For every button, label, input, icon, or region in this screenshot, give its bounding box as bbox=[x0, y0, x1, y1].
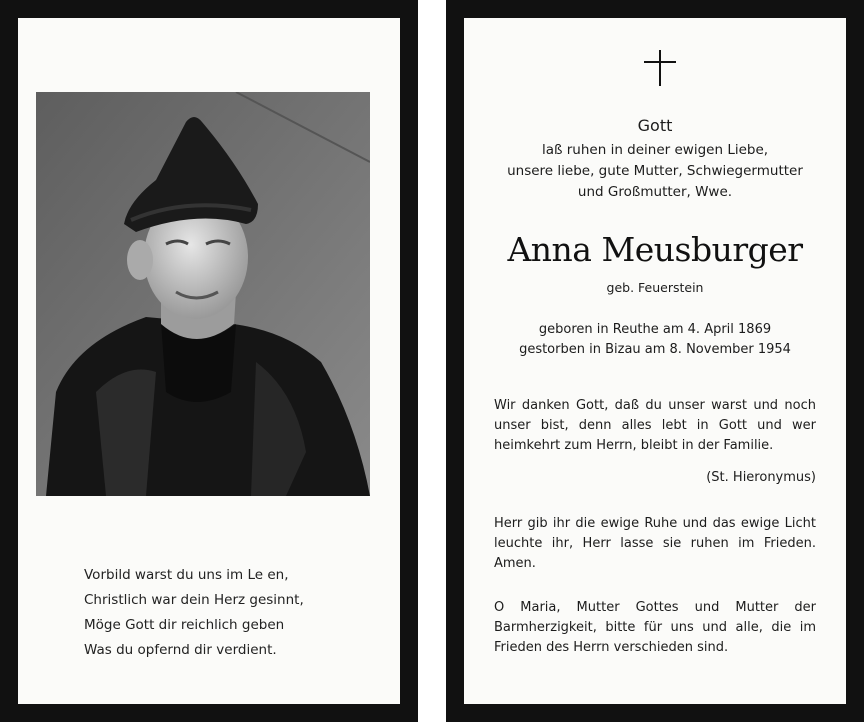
intro-line: und Großmutter, Wwe. bbox=[577, 184, 733, 200]
born-line: geboren in Reuthe am 4. April 1869 bbox=[538, 322, 772, 337]
poem-line: Was du opfernd dir verdient. bbox=[84, 642, 277, 658]
intro-line: unsere liebe, gute Mutter, Schwiegermutter bbox=[507, 163, 803, 179]
poem-line: Vorbild warst du uns im Le en, bbox=[84, 567, 289, 583]
poem-line: Christlich war dein Herz gesinnt, bbox=[84, 592, 304, 608]
deceased-name: Anna Meusburger bbox=[507, 230, 803, 269]
left-card-panel bbox=[18, 18, 400, 704]
life-dates bbox=[464, 320, 846, 360]
intro-line: laß ruhen in deiner ewigen Liebe, bbox=[541, 142, 769, 158]
heading-gott: Gott bbox=[637, 116, 673, 135]
poem-line: Möge Gott dir reichlich geben bbox=[84, 617, 285, 633]
right-card-panel bbox=[464, 18, 846, 704]
latin-cross-icon bbox=[640, 48, 680, 88]
poem bbox=[84, 563, 304, 663]
prayer-maria: O Maria, Mutter Gottes und Mutter der Barmherzigkeit, bitte für uns und alle, die im Frieden des Herrn verschieden sind. bbox=[494, 600, 816, 655]
left-card bbox=[0, 0, 418, 722]
quote-text: Wir danken Gott, daß du unser warst und noch unser bist, denn alles lebt in Gott und wer heimkehrt zum Herrn, bleibt in der Familie. bbox=[494, 398, 816, 453]
prayer-rest: Herr gib ihr die ewige Ruhe und das ewige Licht leuchte ihr, Herr lasse sie ruhen im Frieden. Amen. bbox=[494, 516, 816, 571]
portrait-photo bbox=[36, 92, 370, 496]
birth-name: geb. Feuerstein bbox=[606, 280, 704, 295]
intro-text bbox=[464, 140, 846, 203]
quote-attribution: (St. Hieronymus) bbox=[706, 470, 816, 485]
died-line: gestorben in Bizau am 8. November 1954 bbox=[519, 342, 791, 357]
right-card bbox=[446, 0, 864, 722]
